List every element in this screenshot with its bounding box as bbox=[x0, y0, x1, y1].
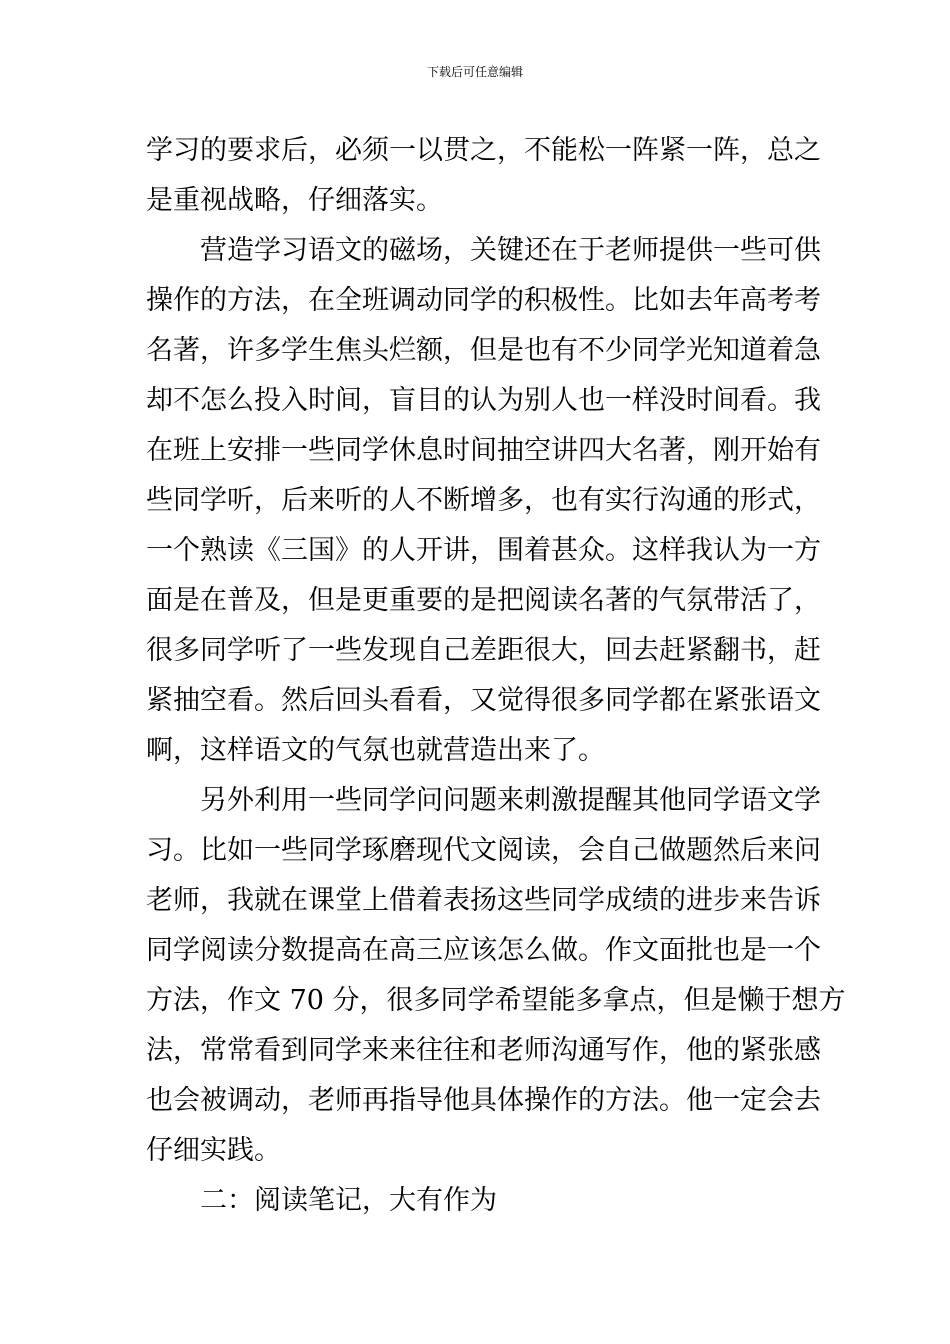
text-line: 习。比如一些同学琢磨现代文阅读，会自己做题然后来问 bbox=[146, 835, 821, 866]
paragraph-2 bbox=[146, 226, 821, 776]
text-line: 老师，我就在课堂上借着表扬这些同学成绩的进步来告诉 bbox=[146, 885, 821, 916]
text-line: 紧抽空看。然后回头看看，又觉得很多同学都在紧张语文 bbox=[146, 685, 821, 716]
paragraph-1 bbox=[146, 126, 821, 226]
text-line: 很多同学听了一些发现自己差距很大，回去赶紧翻书，赶 bbox=[146, 635, 821, 666]
text-line: 同学阅读分数提高在高三应该怎么做。作文面批也是一个 bbox=[146, 935, 821, 966]
section-heading bbox=[146, 1176, 806, 1226]
text-line: 面是在普及，但是更重要的是把阅读名著的气氛带活了， bbox=[146, 585, 821, 616]
document-body bbox=[146, 126, 846, 1226]
text-line: 二：阅读笔记，大有作为 bbox=[146, 1185, 497, 1216]
text-line: 仔细实践。 bbox=[146, 1135, 281, 1166]
text-line: 一个熟读《三国》的人开讲，围着甚众。这样我认为一方 bbox=[146, 535, 821, 566]
text-line: 法，常常看到同学来来往往和老师沟通写作，他的紧张感 bbox=[146, 1035, 821, 1066]
page-header: 下载后可任意编辑 bbox=[426, 65, 523, 79]
text-line: 方法，作文 70 分，很多同学希望能多拿点，但是懒于想方 bbox=[146, 985, 846, 1016]
text-line: 学习的要求后，必须一以贯之，不能松一阵紧一阵，总之 bbox=[146, 135, 821, 166]
text-line: 营造学习语文的磁场，关键还在于老师提供一些可供 bbox=[146, 235, 821, 266]
text-line: 另外利用一些同学问问题来刺激提醒其他同学语文学 bbox=[146, 785, 821, 816]
text-line: 操作的方法，在全班调动同学的积极性。比如去年高考考 bbox=[146, 285, 821, 316]
text-line: 却不怎么投入时间，盲目的认为别人也一样没时间看。我 bbox=[146, 385, 821, 416]
text-line: 是重视战略，仔细落实。 bbox=[146, 185, 443, 216]
text-line: 在班上安排一些同学休息时间抽空讲四大名著，刚开始有 bbox=[146, 435, 821, 466]
text-line: 些同学听，后来听的人不断增多，也有实行沟通的形式， bbox=[146, 485, 821, 516]
text-line: 啊，这样语文的气氛也就营造出来了。 bbox=[146, 735, 605, 766]
paragraph-3 bbox=[146, 776, 846, 1176]
text-line: 也会被调动，老师再指导他具体操作的方法。他一定会去 bbox=[146, 1085, 821, 1116]
text-line: 名著，许多学生焦头烂额，但是也有不少同学光知道着急 bbox=[146, 335, 821, 366]
